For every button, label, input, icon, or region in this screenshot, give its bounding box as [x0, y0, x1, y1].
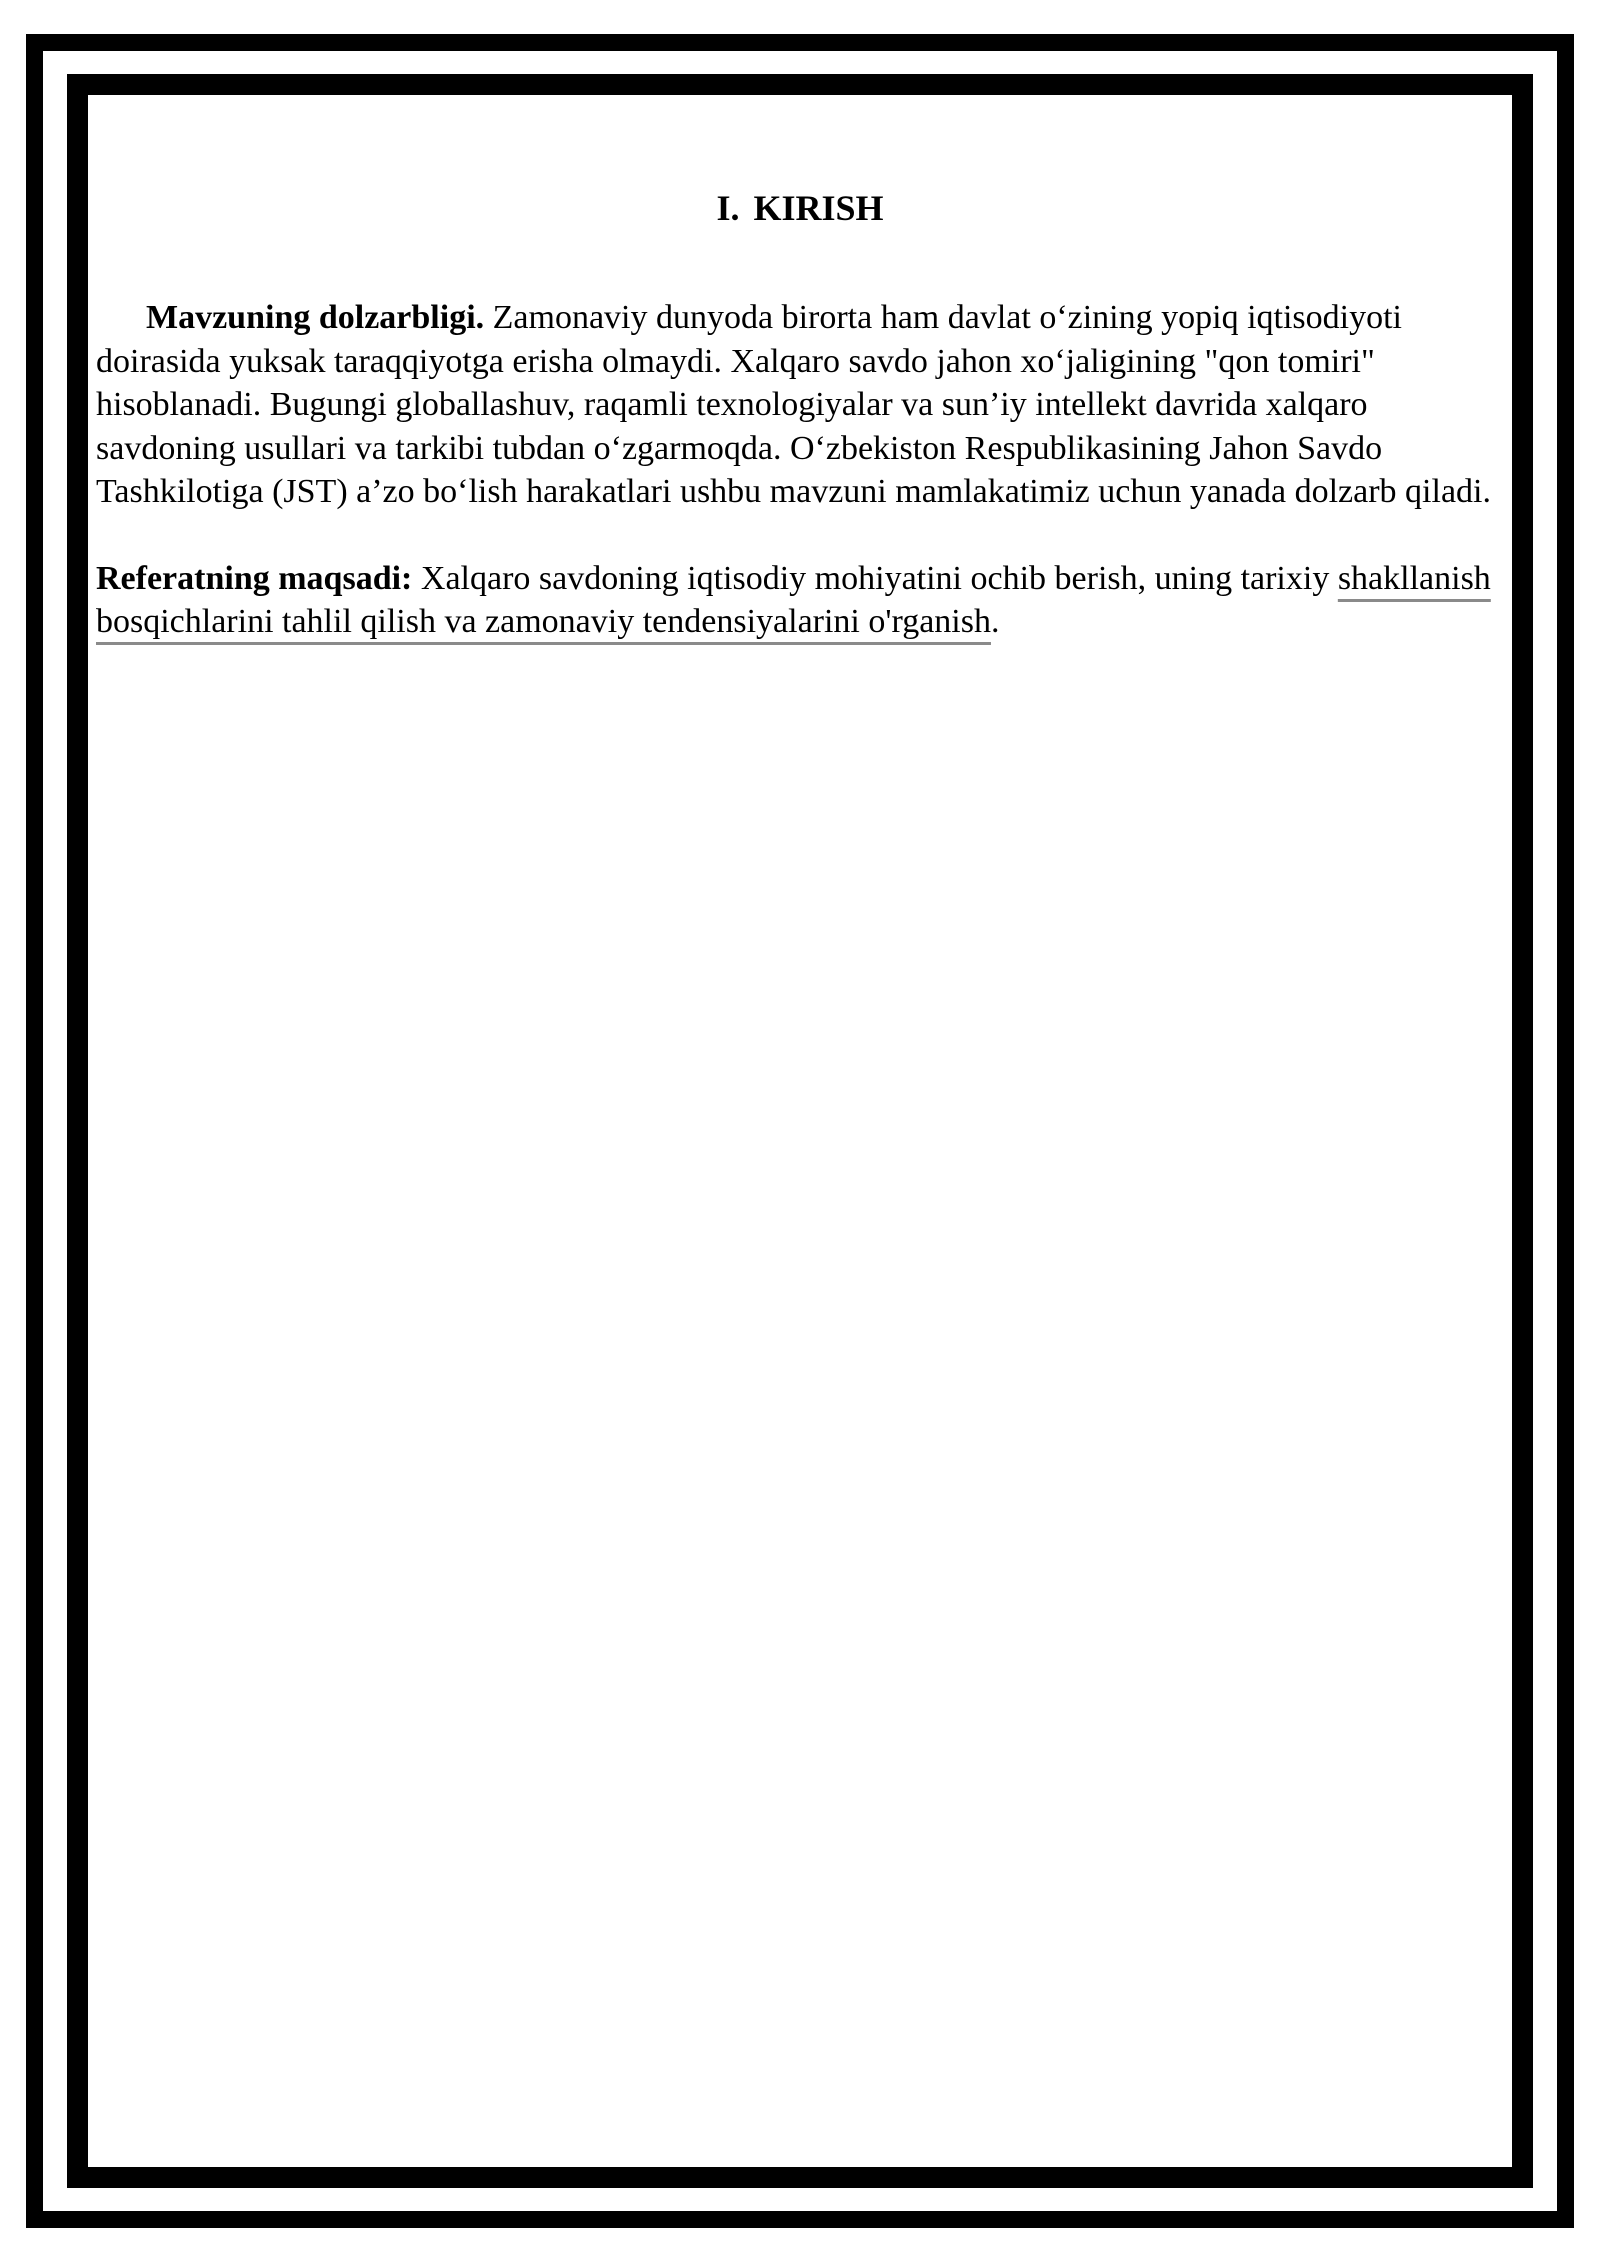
- section-heading: [96, 180, 1504, 236]
- purpose-paragraph: [96, 557, 1504, 644]
- purpose-lead: Referatning maqsadi:: [96, 559, 413, 597]
- purpose-text: Xalqaro savdoning iqtisodiy mohiyatini ochib berish, uning tarixiy: [420, 559, 1330, 597]
- purpose-text-end: .: [990, 603, 1000, 640]
- section-title: KIRISH: [753, 188, 884, 228]
- page-content: [96, 180, 1504, 644]
- purpose-text-underlined: shakllanish bosqichlarini tahlil qilish va zamonaviy tendensiyalarini o'rganish: [96, 559, 1491, 640]
- relevance-paragraph: [96, 296, 1504, 514]
- relevance-lead: Mavzuning dolzarbligi.: [146, 299, 485, 336]
- section-number: I.: [716, 188, 740, 228]
- relevance-text: Zamonaviy dunyoda birorta ham davlat o‘zining yopiq iqtisodiyoti doirasida yuksak taraqqiyotga erisha olmaydi. Xalqaro savdo jahon xo‘jaligining "qon tomiri" hisoblanadi. Bugungi globallashuv, raqamli texnologiyalar va sun’iy intellekt davrida xalqaro savdoning usullari va tarkibi tubdan o‘zgarmoqda. O‘zbekiston Respublikasining Jahon Savdo Tashkilotiga (JST) a’zo bo‘lish harakatlari ushbu mavzuni mamlakatimiz uchun yanada dolzarb qiladi.: [96, 299, 1491, 510]
